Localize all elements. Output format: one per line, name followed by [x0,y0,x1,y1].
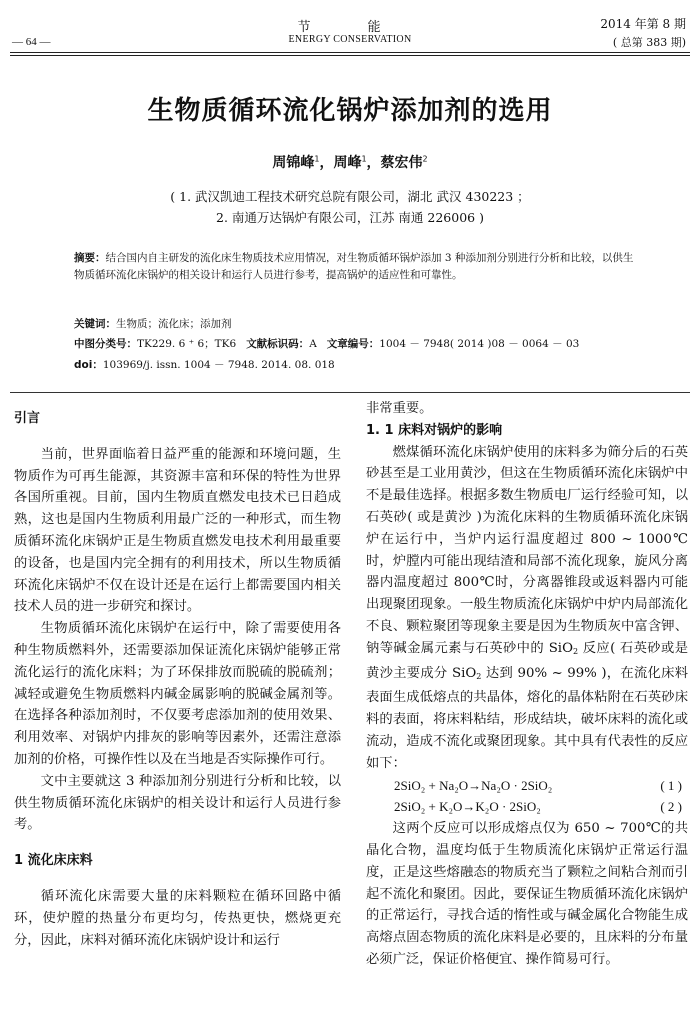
affiliation-1: ( 1. 武汉凯迪工程技术研究总院有限公司，湖北 武汉 430223 ； [170,189,530,204]
section-1-heading: 1 流化床床料 [14,853,93,869]
equation-1-text: 2SiO₂ + Na₂O→Na₂O · 2SiO₂ [394,777,553,793]
author-name: 蔡宏伟 [380,155,423,171]
abstract-text: 结合国内自主研发的流化床生物质技术应用情况，对生物质循环锅炉添加 3 种添加剂分别进行分析和比较，以供生物质循环流化床锅炉的相关设计和运行人员进行参考，提高锅炉的适应性和可靠性。 [74,252,634,281]
keywords [74,316,639,333]
total-issue-label: ( 总第 383 期) [612,36,686,49]
header-rule-thin [10,55,690,56]
abstract [74,250,639,283]
left-column [14,408,341,951]
author-affiliation-mark: 1 [361,154,367,164]
page-number: — 64 — [12,36,51,48]
clc-value: TK229. 6 ⁺ 6；TK6 [137,338,237,350]
keywords-label: 关键词： [74,318,116,330]
article-no-value: 1004 － 7948( 2014 )08 － 0064 － 03 [379,338,580,350]
author-affiliation-mark: 2 [422,154,428,164]
keywords-text: 生物质；流化床；添加剂 [116,318,232,330]
intro-paragraph-3: 文中主要就这 3 种添加剂分别进行分析和比较，以供生物质循环流化床锅炉的相关设计和运行人员进行参考。 [14,773,341,833]
equation-1-number: ( 1 ) [660,777,682,793]
issue-label: 2014 年第 8 期 [600,17,686,31]
equation-2-text: 2SiO₂ + K₂O→K₂O · 2SiO₂ [394,799,541,815]
equation-2-number: ( 2 ) [660,799,682,815]
author-name: 周峰 [333,155,362,171]
article-title: 生物质循环流化锅炉添加剂的选用 [147,96,553,126]
author-separator: ， [366,155,381,171]
equation-1 [366,775,688,797]
article-no-label: 文章编号： [326,338,380,350]
author-list [0,152,700,172]
author-name: 周锦峰 [272,155,315,171]
intro-paragraph-2: 生物质循环流化床锅炉在运行中，除了需要使用各种生物质燃料外，还需要添加保证流化床锅炉能够正常流化运行的流化床料；为了环保排放而脱硫的脱硫剂；减轻或避免生物质燃料内碱金属影响的脱碱金属剂等。在选择各种添加剂时，不仅要考虑添加剂的使用效果、利用效率、对锅炉内排灰的影响等因素外，还需注意添加剂的价格，可操作性以及在当地是否实际操作可行。 [14,621,341,767]
doc-code-value: A [309,338,317,350]
equation-2 [366,796,688,818]
doi-value: 103969/j. issn. 1004 － 7948. 2014. 08. 018 [102,359,335,371]
journal-name-cn: 节 能 [297,20,403,35]
section-1-paragraph-1: 循环流化床需要大量的床料颗粒在循环回路中循环，使炉膛的热量分布更均匀，传热更快，燃烧更充分，因此，床料对循环流化床锅炉设计和运行 [14,888,341,948]
journal-name-en: ENERGY CONSERVATION [288,34,412,45]
author-separator: ， [319,155,334,171]
section-divider [10,392,690,393]
doi-label: doi： [74,359,103,371]
affiliation-2: 2. 南通万达锅炉有限公司，江苏 南通 226006 ) [216,210,484,225]
header-rule-thick [10,52,690,53]
intro-paragraph-1: 当前，世界面临着日益严重的能源和环境问题，生物质作为可再生能源，其资源丰富和环保的特性为世界各国所重视。目前，国内生物质直燃发电技术已日趋成熟，这也是国内生物质利用最广泛的一种形式，而生物质循环流化床锅炉正是生物质直燃发电技术利用最重要的设备，也是国内完全拥有的利用技术，所以生物质循环流化床锅炉不仅在设计还是在运行上都需要国内相关技术人员的进一步研究和探讨。 [14,446,341,615]
continued-text: 非常重要。 [366,401,433,416]
classification-line [74,336,639,353]
doc-code-label: 文献标识码： [246,338,310,350]
author-affiliation-mark: 1 [314,154,320,164]
doi-line [74,357,639,374]
clc-label: 中图分类号： [74,338,137,350]
subsection-paragraph-2: 这两个反应可以形成熔点仅为 650 ~ 700℃的共晶化合物，温度均低于生物质流化床锅炉正常运行温度，正是这些熔融态的物质充当了颗粒之间粘合剂而引起不流化和聚团。因此，要保证生物质循环流化床锅炉的正常运行，寻找合适的惰性或与碱金属化合物能生成高熔点固态物质的流化床料是必要的，且床料的分布量必须广泛，保证价格便宜、操作简易可行。 [366,821,688,967]
abstract-label: 摘要： [74,252,106,264]
subsection-heading: 1. 1 床料对锅炉的影响 [366,422,503,438]
intro-heading: 引言 [14,411,41,426]
subsection-paragraph-1: 燃煤循环流化床锅炉使用的床料多为筛分后的石英砂甚至是工业用黄沙，但这在生物质循环流化床锅炉中不是最佳选择。根据多数生物质电厂运行经验可知，以石英砂( 或是黄沙 )为流化床料的生物质循环流化床锅炉在运行中，当炉内运行温度超过 800 ~ 1000℃时，炉膛内可能出现结渣和局部不流化现象，旋风分离器内温度超过 800℃时，分离器锥段或返料器内可能出现聚团现象。一般生物质流化床锅炉中炉内局部流化不良、颗粒聚团等现象主要是因为生物质灰中富含钾、钠等碱金属元素与石英砂中的 SiO$_2$ 反应( 石英砂或是黄沙主要成分 SiO$_2$ 达到 90% ~ 99% )，在流化床料表面生成低熔点的共晶体，熔化的晶体粘附在石英砂床料的表面，将床料粘结，形成结块，破坏床料的流化或流动，造成不流化或聚团现象。其中具有代表性的反应如下： [366,444,688,771]
right-column [366,398,688,971]
